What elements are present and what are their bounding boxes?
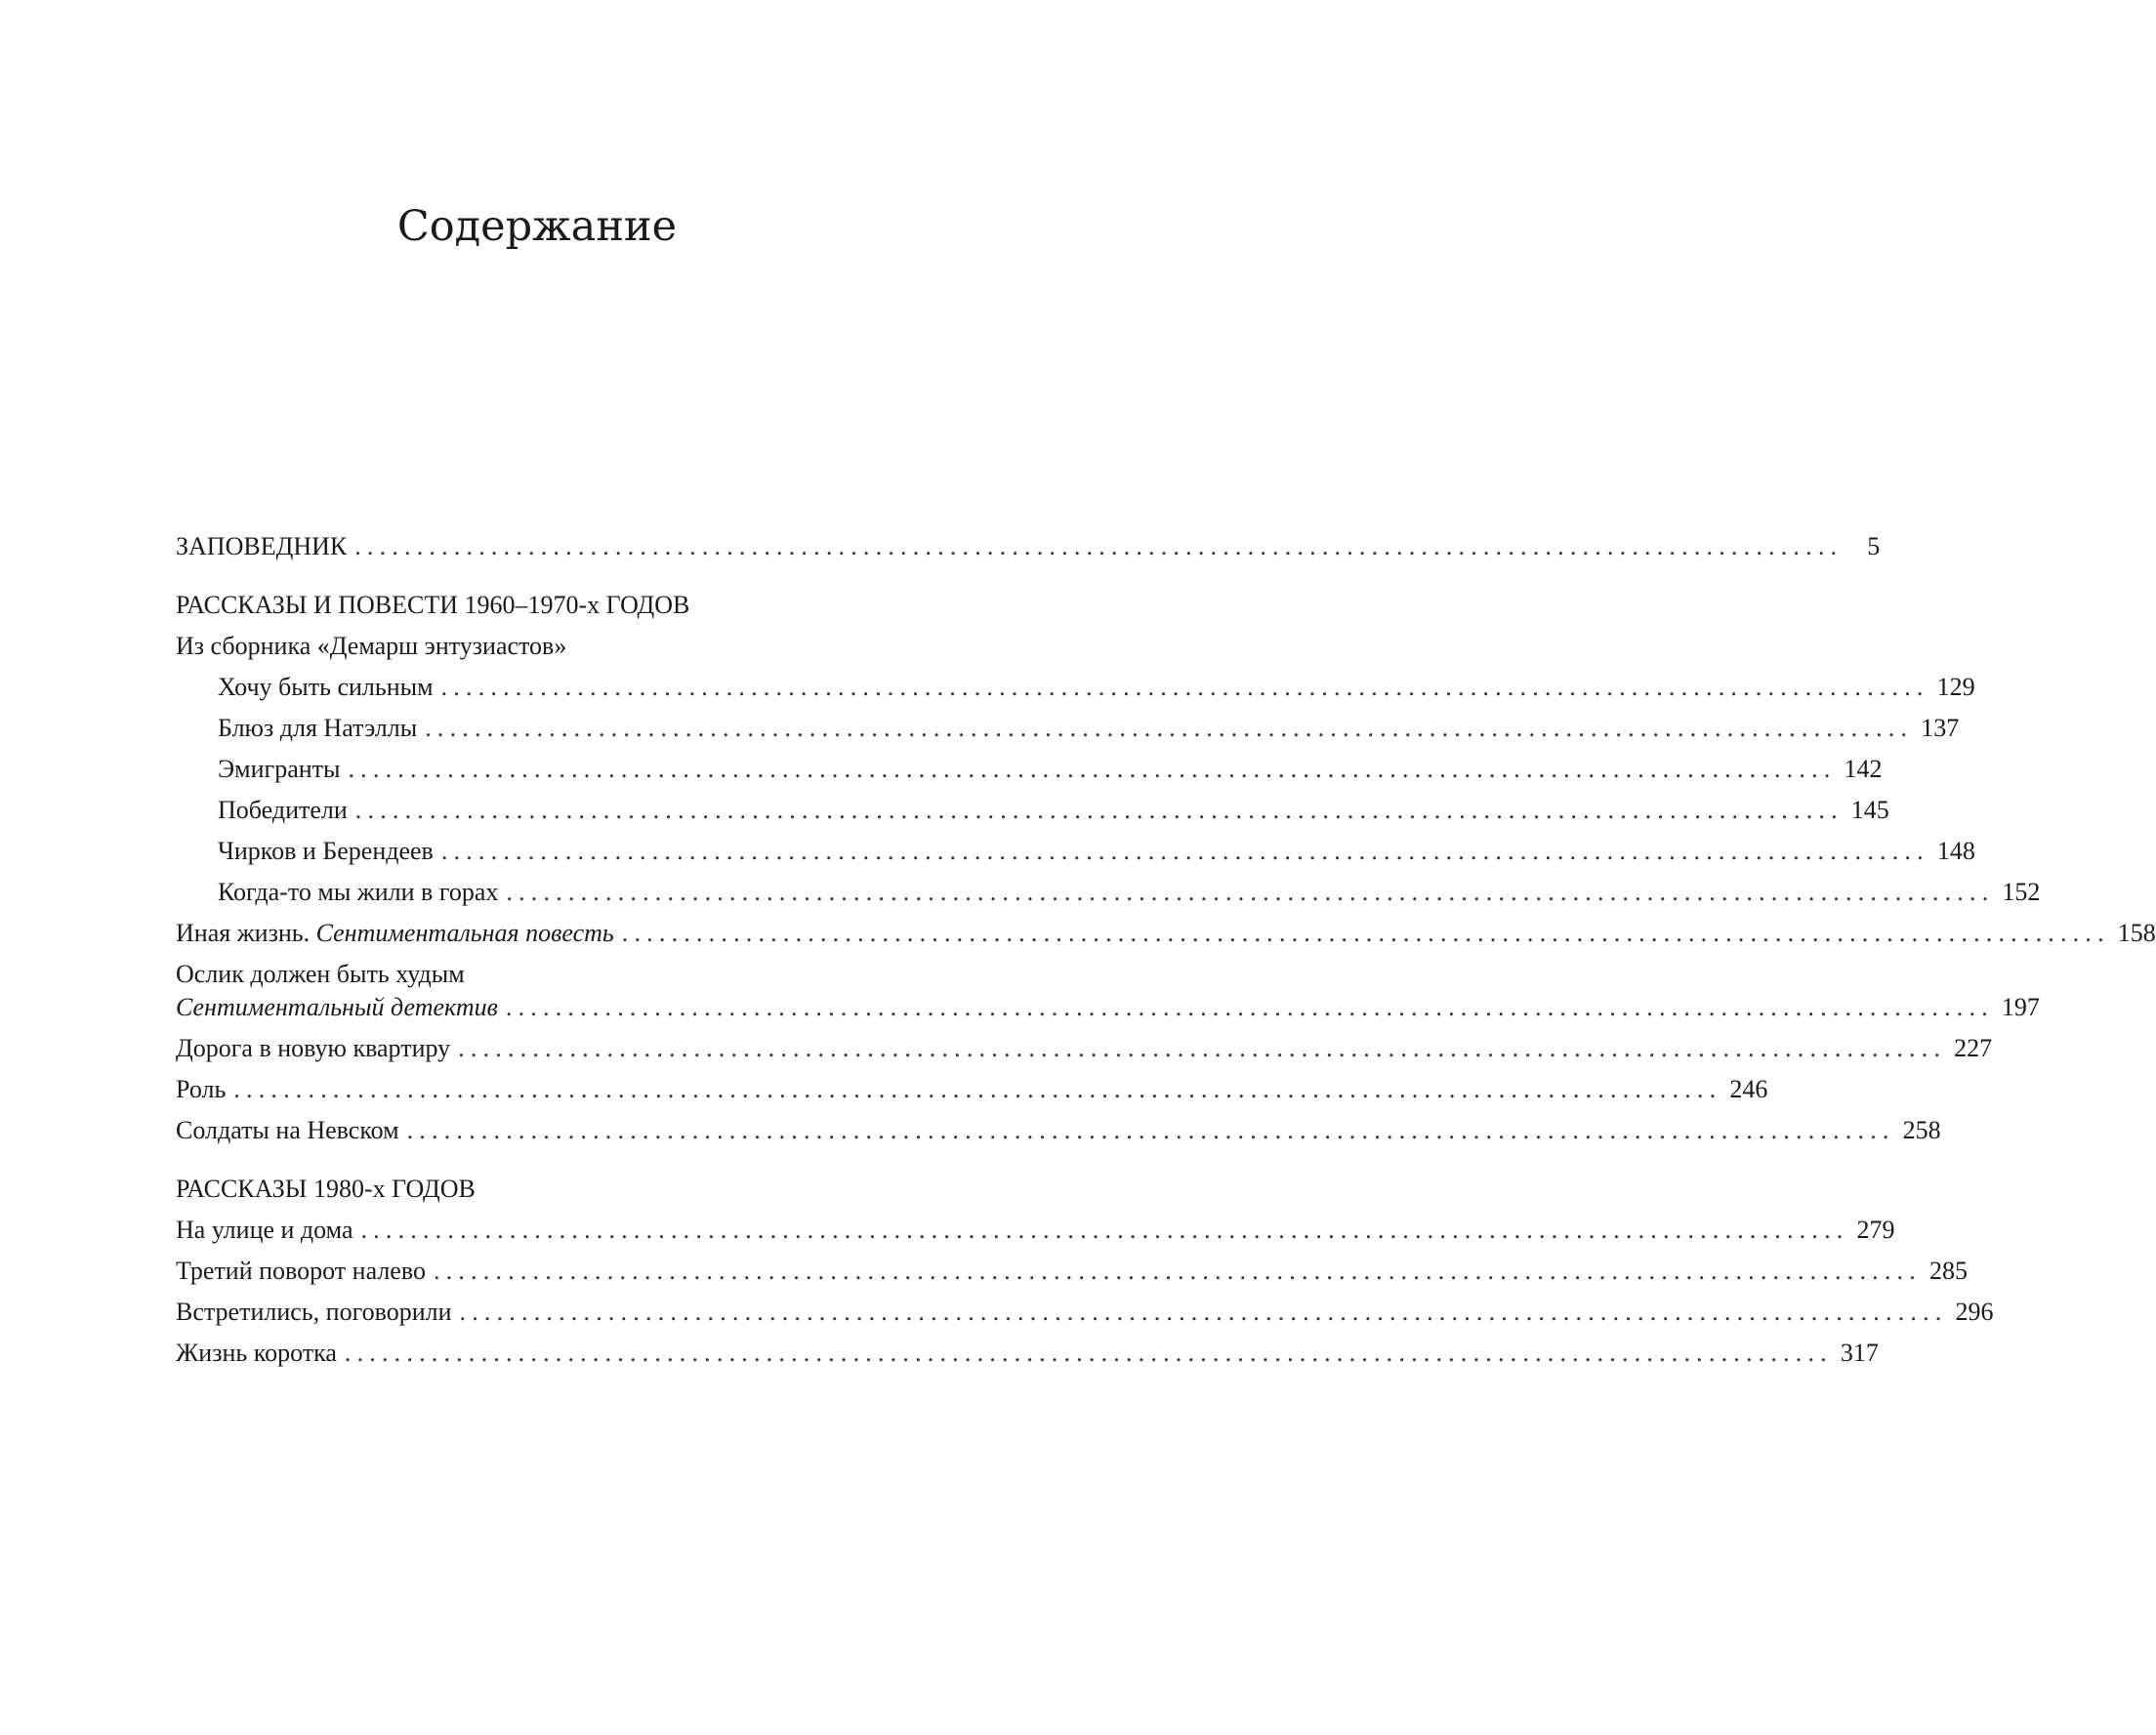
toc-entry-zapovednik xyxy=(176,530,1881,563)
dot-leader: ........................................................................................................................ xyxy=(233,1075,1722,1103)
toc-entry xyxy=(176,1032,1993,1065)
entry-title: Победители xyxy=(218,796,348,824)
dot-leader: ........................................................................................................................ xyxy=(440,837,1929,865)
page-number: 227 xyxy=(1954,1034,1993,1062)
dot-leader: ........................................................................................................................ xyxy=(506,878,1995,906)
dot-leader: ........................................................................................................................ xyxy=(425,714,1914,742)
dot-leader: ........................................................................................................................ xyxy=(458,1034,1947,1062)
page-number: 279 xyxy=(1856,1216,1895,1244)
page-number: 129 xyxy=(1936,673,1975,701)
toc-entry xyxy=(176,1337,1879,1370)
dot-leader: ........................................................................................................................ xyxy=(354,532,1844,560)
section-heading-1980: РАССКАЗЫ 1980-х ГОДОВ xyxy=(176,1175,476,1203)
page-number: 137 xyxy=(1921,714,1960,742)
dot-leader: ........................................................................................................................ xyxy=(459,1298,1948,1326)
toc-entry xyxy=(176,1214,1895,1247)
entry-title: Блюз для Натэллы xyxy=(218,714,418,742)
entry-title: На улице и дома xyxy=(176,1216,353,1244)
toc-entry xyxy=(218,753,1883,786)
page-number: 152 xyxy=(2002,878,2041,906)
entry-subtitle: Сентиментальная повесть xyxy=(315,919,614,947)
entry-title: Чирков и Берендеев xyxy=(218,837,434,865)
entry-main-title: Ослик должен быть худым xyxy=(176,960,465,988)
entry-title: Жизнь коротка xyxy=(176,1339,337,1367)
toc-entry xyxy=(218,671,1975,704)
section-heading-1960-1970: РАССКАЗЫ И ПОВЕСТИ 1960–1970-х ГОДОВ xyxy=(176,591,690,619)
dot-leader: ........................................................................................................................ xyxy=(440,673,1929,701)
dot-leader: ........................................................................................................................ xyxy=(354,796,1844,824)
entry-title: Хочу быть сильным xyxy=(218,673,434,701)
toc-entry-inaya-zhizn xyxy=(176,917,2156,950)
dot-leader: ........................................................................................................................ xyxy=(406,1116,1895,1144)
entry-title: Эмигранты xyxy=(218,755,341,783)
page-number: 142 xyxy=(1844,755,1883,783)
page-number: 285 xyxy=(1928,1257,1968,1285)
page-number: 158 xyxy=(2117,919,2156,947)
toc-entry xyxy=(218,712,1960,745)
dot-leader: ........................................................................................................................ xyxy=(348,755,1837,783)
toc-entry xyxy=(218,835,1975,868)
toc-entry xyxy=(218,794,1889,827)
dot-leader: ........................................................................................................................ xyxy=(621,919,2110,947)
subsection-heading-demarsh: Из сборника «Демарш энтузиастов» xyxy=(176,632,567,660)
entry-title: Когда-то мы жили в горах xyxy=(218,878,499,906)
entry-title: Солдаты на Невском xyxy=(176,1116,399,1144)
toc-entry xyxy=(176,1255,1968,1288)
dot-leader: ........................................................................................................................ xyxy=(344,1339,1833,1367)
page-number: 296 xyxy=(1955,1298,1994,1326)
page-title: Содержание xyxy=(396,202,678,251)
dot-leader: ........................................................................................................................ xyxy=(505,993,1994,1021)
dot-leader: ........................................................................................................................ xyxy=(360,1216,1849,1244)
toc-entry xyxy=(176,1073,1768,1106)
page-number: 197 xyxy=(2001,993,2040,1021)
page-number: 258 xyxy=(1902,1116,1941,1144)
entry-title: ЗАПОВЕДНИК xyxy=(176,532,348,560)
page-number: 317 xyxy=(1840,1339,1879,1367)
page-number: 145 xyxy=(1850,796,1889,824)
entry-title xyxy=(176,917,614,950)
toc-entry-oslik xyxy=(176,991,2040,1024)
dot-leader: ........................................................................................................................ xyxy=(433,1257,1922,1285)
entry-subtitle: Сентиментальный детектив xyxy=(176,993,498,1021)
entry-title: Роль xyxy=(176,1075,227,1103)
toc-entry xyxy=(218,876,2041,909)
entry-title: Дорога в новую квартиру xyxy=(176,1034,451,1062)
toc-entry xyxy=(176,1296,1994,1329)
page-number: 5 xyxy=(1867,532,1881,560)
entry-title: Встретились, поговорили xyxy=(176,1298,452,1326)
page-number: 246 xyxy=(1729,1075,1768,1103)
page-number: 148 xyxy=(1936,837,1975,865)
entry-title: Третий поворот налево xyxy=(176,1257,426,1285)
entry-main-title: Иная жизнь. xyxy=(176,919,311,947)
toc-entry xyxy=(176,1114,1941,1147)
